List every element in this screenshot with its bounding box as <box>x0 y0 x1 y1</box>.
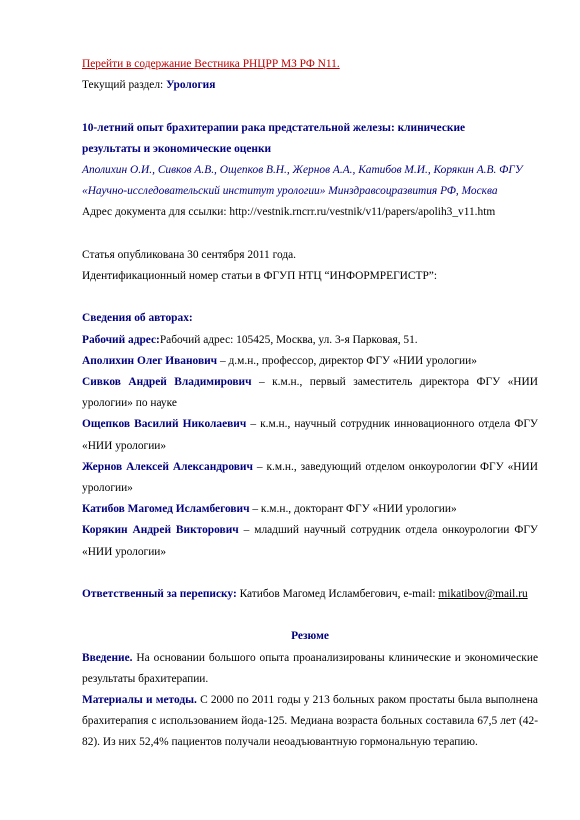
work-address-value: Рабочий адрес: 105425, Москва, ул. 3-я Парковая, 51. <box>159 333 418 346</box>
published-date: Статья опубликована 30 сентября 2011 года. <box>82 248 297 261</box>
author-entry <box>82 372 538 414</box>
author-desc: – д.м.н., профессор, директор ФГУ «НИИ урологии» <box>217 354 477 367</box>
article-title-line2: результаты и экономические оценки <box>82 142 272 155</box>
intro-label: Введение. <box>82 651 133 664</box>
author-name: Аполихин Олег Иванович <box>82 354 218 367</box>
summary-heading: Резюме <box>291 630 329 643</box>
section-value: Урология <box>166 79 216 92</box>
current-section <box>82 75 538 96</box>
work-address-label: Рабочий адрес: <box>82 333 160 346</box>
author-entry <box>82 457 538 499</box>
author-name: Жернов Алексей Александрович <box>82 460 253 473</box>
summary-intro <box>82 648 538 690</box>
correspondence <box>82 584 538 605</box>
work-address <box>82 330 538 351</box>
intro-text: На основании большого опыта проанализированы клинические и экономические результаты брахитерапии. <box>82 651 538 685</box>
author-entry <box>82 414 538 456</box>
author-entry <box>82 351 538 372</box>
toc-link-line <box>82 54 538 75</box>
section-label: Текущий раздел: <box>82 79 164 92</box>
article-page <box>82 54 538 754</box>
correspondence-value: Катибов Магомед Исламбегович, e-mail: <box>236 588 439 601</box>
author-desc: – к.м.н., первый заместитель директора ФГУ «НИИ урологии» по науке <box>82 376 538 410</box>
methods-text: С 2000 по 2011 годы у 213 больных раком простаты была выполнена брахитерапия с использованием йода-125. Медиана возраста больных составила 67,5 лет (42-82). Из них 52,4% пациентов получали неоадъювантную гормональную терапию. <box>82 694 538 749</box>
author-name: Ощепков Василий Николаевич <box>82 418 247 431</box>
author-name: Корякин Андрей Викторович <box>82 524 239 537</box>
registry-id: Идентификационный номер статьи в ФГУП НТЦ “ИНФОРМРЕГИСТР”: <box>82 270 438 282</box>
author-desc: – к.м.н., научный сотрудник инновационного отдела ФГУ «НИИ урологии» <box>82 418 538 452</box>
article-title-line1: 10-летний опыт брахитерапии рака предстательной железы: клинические <box>82 121 466 134</box>
author-entry <box>82 499 538 520</box>
email-link[interactable]: mikatibov@mail.ru <box>438 588 528 601</box>
article-institution: «Научно-исследовательский институт урологии» Минздравсоцразвития РФ, Москва <box>82 185 498 198</box>
author-desc: – к.м.н., заведующий отделом онкоурологии ФГУ «НИИ урологии» <box>82 460 538 495</box>
methods-label: Материалы и методы. <box>82 694 197 707</box>
article-url: Адрес документа для ссылки: http://vestnik.rncrr.ru/vestnik/v11/papers/apolih3_v11.htm <box>82 206 496 219</box>
author-name: Сивков Андрей Владимирович <box>82 376 252 388</box>
author-entry <box>82 520 538 562</box>
authors-heading: Сведения об авторах: <box>82 312 193 325</box>
author-desc: – к.м.н., докторант ФГУ «НИИ урологии» <box>249 503 457 516</box>
author-desc: – младший научный сотрудник отдела онкоурологии ФГУ «НИИ урологии» <box>82 524 538 558</box>
toc-link[interactable]: Перейти в содержание Вестника РНЦРР МЗ РФ N11. <box>82 58 340 70</box>
correspondence-label: Ответственный за переписку: <box>82 588 237 601</box>
author-name: Катибов Магомед Исламбегович <box>82 503 250 516</box>
article-authors: Аполихин О.И., Сивков А.В., Ощепков В.Н., Жернов А.А., Катибов М.И., Корякин А.В. ФГУ <box>82 164 523 176</box>
summary-methods <box>82 690 538 754</box>
